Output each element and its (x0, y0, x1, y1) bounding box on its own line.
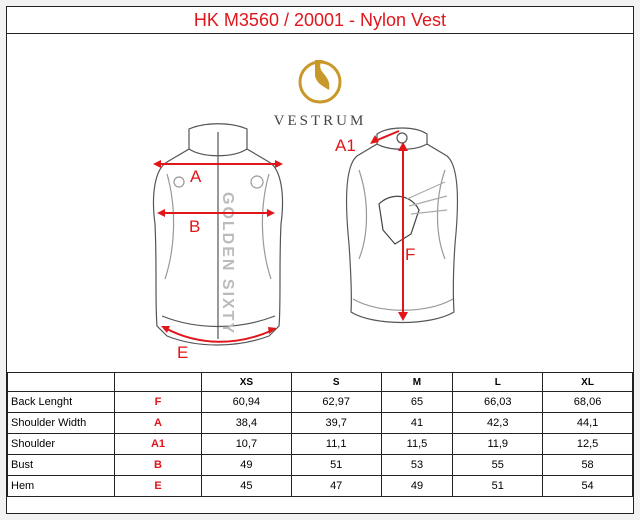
size-chart-sheet (6, 6, 634, 514)
cell-xs: 49 (202, 455, 292, 476)
cell-l: 11,9 (453, 434, 543, 455)
cell-s: 62,97 (291, 392, 381, 413)
cell-xl: 58 (543, 455, 633, 476)
label-a: A (190, 167, 202, 186)
cell-s: 47 (291, 476, 381, 497)
cell-m: 49 (381, 476, 453, 497)
header-size-m: M (381, 373, 453, 392)
row-code: B (115, 455, 202, 476)
cell-s: 51 (291, 455, 381, 476)
cell-xl: 68,06 (543, 392, 633, 413)
garment-figure (7, 34, 633, 373)
header-size-s: S (291, 373, 381, 392)
header-size-xl: XL (543, 373, 633, 392)
cell-xl: 44,1 (543, 413, 633, 434)
table-row (8, 434, 633, 455)
cell-xs: 60,94 (202, 392, 292, 413)
cell-xs: 10,7 (202, 434, 292, 455)
label-b: B (189, 217, 201, 236)
measure-a1 (370, 131, 399, 144)
header-code (115, 373, 202, 392)
table-row (8, 476, 633, 497)
row-name: Shoulder Width (8, 413, 115, 434)
page-title: HK M3560 / 20001 - Nylon Vest (7, 7, 633, 34)
cell-s: 39,7 (291, 413, 381, 434)
row-name: Bust (8, 455, 115, 476)
cell-s: 11,1 (291, 434, 381, 455)
table-row (8, 455, 633, 476)
row-name: Hem (8, 476, 115, 497)
front-print-text: GOLDEN SIXTY (219, 192, 236, 336)
label-e: E (177, 343, 189, 362)
cell-l: 51 (453, 476, 543, 497)
header-size-xs: XS (202, 373, 292, 392)
size-table (7, 372, 633, 497)
cell-l: 66,03 (453, 392, 543, 413)
row-code: A1 (115, 434, 202, 455)
cell-m: 11,5 (381, 434, 453, 455)
cell-xs: 38,4 (202, 413, 292, 434)
row-name: Shoulder (8, 434, 115, 455)
measure-f (398, 142, 408, 321)
cell-l: 55 (453, 455, 543, 476)
row-name: Back Lenght (8, 392, 115, 413)
cell-m: 65 (381, 392, 453, 413)
front-vest-drawing (154, 124, 283, 345)
cell-m: 53 (381, 455, 453, 476)
brand-name: VESTRUM (273, 113, 367, 129)
label-f: F (405, 245, 416, 264)
cell-m: 41 (381, 413, 453, 434)
cell-xs: 45 (202, 476, 292, 497)
header-measurement (8, 373, 115, 392)
vest-drawings (7, 34, 633, 372)
cell-xl: 12,5 (543, 434, 633, 455)
header-size-l: L (453, 373, 543, 392)
label-a1: A1 (335, 136, 356, 155)
measure-b (157, 209, 275, 217)
row-code: A (115, 413, 202, 434)
row-code: F (115, 392, 202, 413)
cell-l: 42,3 (453, 413, 543, 434)
table-row (8, 392, 633, 413)
table-row (8, 413, 633, 434)
table-header-row (8, 373, 633, 392)
row-code: E (115, 476, 202, 497)
cell-xl: 54 (543, 476, 633, 497)
